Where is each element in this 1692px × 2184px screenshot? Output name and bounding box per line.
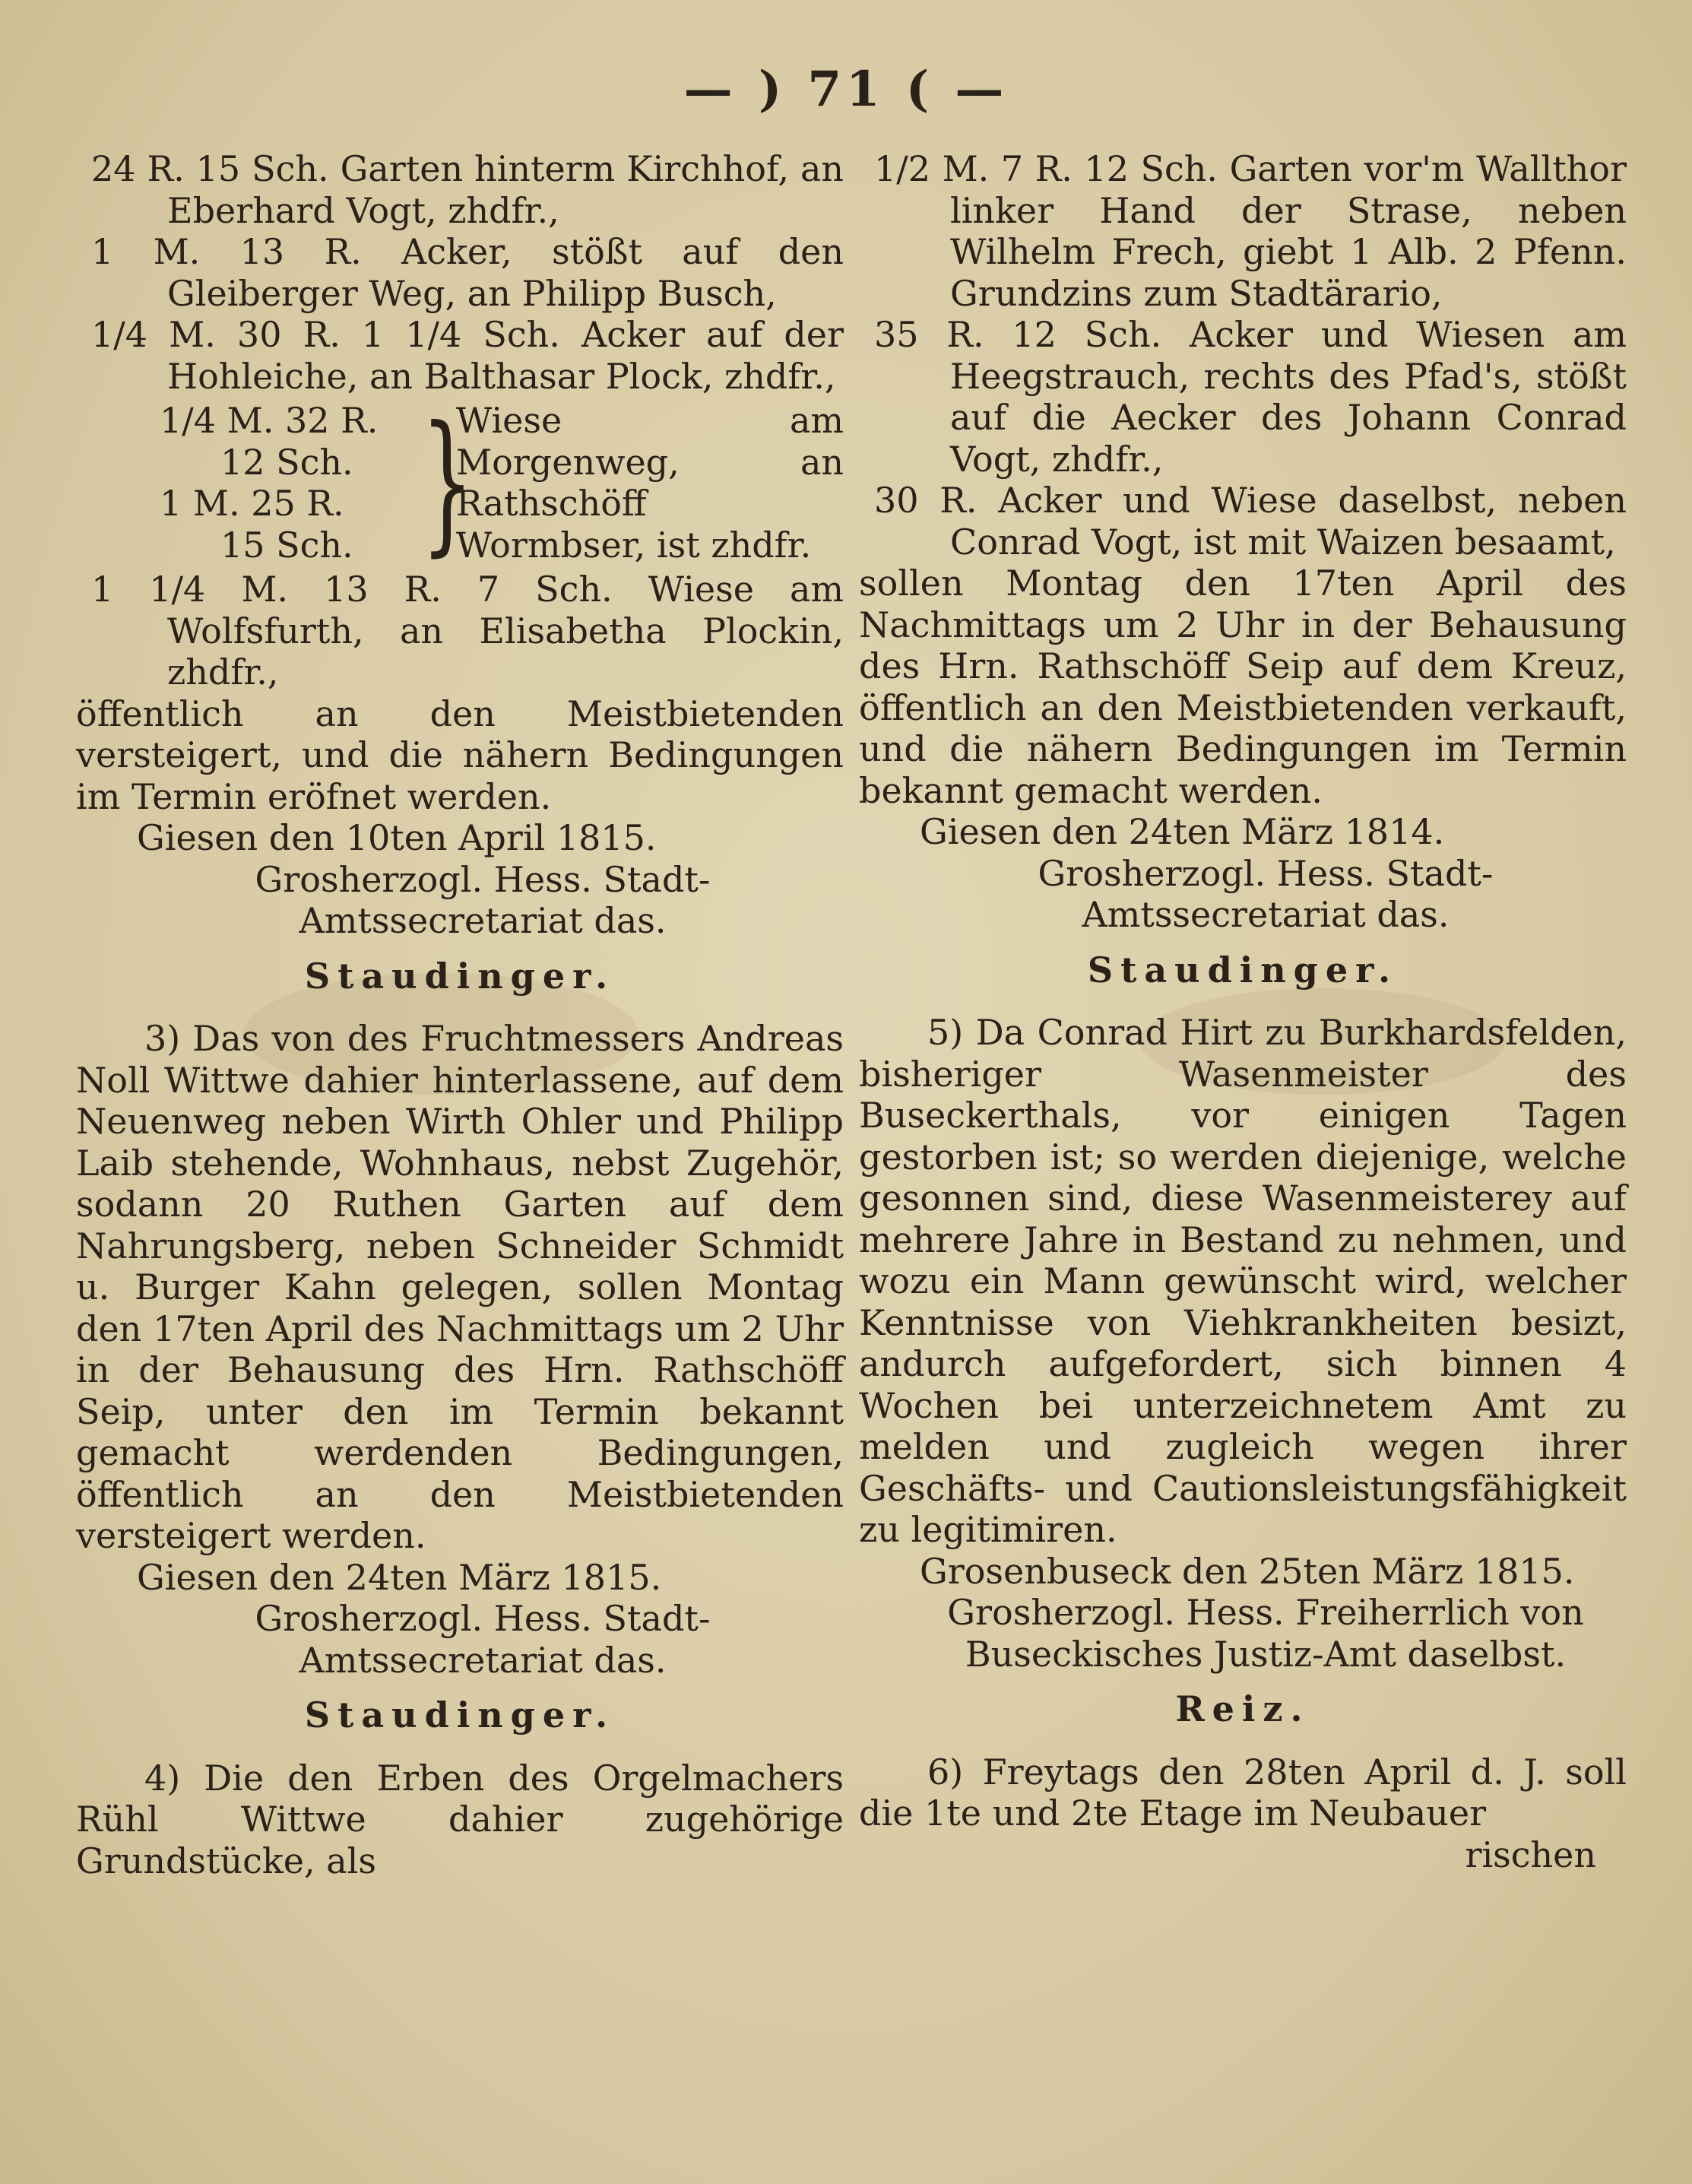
closing-text: öffentlich an den Meistbietenden versteigert, und die nähern Bedingungen im Termin eröfnet werden.	[76, 693, 844, 817]
notice-entry-5: 5) Da Conrad Hirt zu Burkhardsfelden, bisheriger Wasenmeister des Buseckerthals, vor einigen Tagen gestorben ist; so werden diejenige, welche gesonnen sind, diese Wasenmeisterey auf mehrere Jahre in Bestand zu nehmen, und wozu ein Mann gewünscht wird, welcher Kenntnisse von Viehkrankheiten besizt, andurch aufgefordert, sich binnen 4 Wochen bei unterzeichnetem Amt zu melden und zugleich wegen ihrer Geschäfts- und Cautionsleistungsfähigkeit zu legitimiren.	[859, 1012, 1627, 1550]
notice-entry-3: 3) Das von des Fruchtmessers Andreas Noll Wittwe dahier hinterlassene, auf dem Neuenweg neben Wirth Ohler und Philipp Laib stehende, Wohnhaus, nebst Zugehör, sodann 20 Ruthen Garten auf dem Nahrungsberg, neben Schneider Schmidt u. Burger Kahn gelegen, sollen Montag den 17ten April des Nachmittags um 2 Uhr in der Behausung des Hrn. Rathschöff Seip, unter den im Termin bekannt gemacht werdenden Bedingungen, öffentlich an den Meistbietenden versteigert werden.	[76, 1018, 844, 1556]
lot-entry: 1 M. 13 R. Acker, stößt auf den Gleiberger Weg, an Philipp Busch,	[91, 231, 844, 314]
brace-items	[76, 400, 410, 566]
brace-item: 15 Sch.	[220, 524, 353, 566]
page-number: — ) 71 ( —	[683, 61, 1009, 118]
brace-group	[76, 394, 844, 571]
brace-item: 1/4 M. 32 R.	[160, 400, 379, 441]
signature: Staudinger.	[1087, 949, 1399, 991]
notice-entry-6: 6) Freytags den 28ten April d. J. soll die 1te und 2te Etage im Neubauer	[859, 1751, 1627, 1834]
office-line: Grosherzogl. Hess. Freiherrlich von Buseckisches Justiz-Amt daselbst.	[947, 1592, 1584, 1675]
brace-item: 1 M. 25 R.	[160, 483, 344, 524]
notice-entry-4: 4) Die den Erben des Orgelmachers Rühl Wittwe dahier zugehörige Grundstücke, als	[76, 1757, 844, 1881]
catchword: rischen	[1465, 1834, 1596, 1875]
lot-entry: 24 R. 15 Sch. Garten hinterm Kirchhof, an Eberhard Vogt, zhdfr.,	[91, 148, 844, 231]
lot-entry: 30 R. Acker und Wiese daselbst, neben Conrad Vogt, ist mit Waizen besaamt,	[874, 480, 1627, 563]
dateline: Giesen den 24ten März 1814.	[920, 811, 1445, 852]
brace-item: 12 Sch.	[220, 441, 353, 483]
office-line: Grosherzogl. Hess. Stadt-Amtssecretariat das.	[255, 1598, 711, 1681]
closing-text: sollen Montag den 17ten April des Nachmittags um 2 Uhr in der Behausung des Hrn. Rathschöff Seip auf dem Kreuz, öffentlich an den Meistbietenden verkauft, und die nähern Bedingungen im Termin bekannt gemacht werden.	[859, 563, 1627, 811]
office-line: Grosherzogl. Hess. Stadt-Amtssecretariat das.	[1038, 852, 1494, 935]
dateline: Giesen den 10ten April 1815.	[137, 817, 657, 858]
lot-entry: 1/4 M. 30 R. 1 1/4 Sch. Acker auf der Hohleiche, an Balthasar Plock, zhdfr.,	[91, 314, 844, 397]
signature: Staudinger.	[304, 955, 616, 997]
lot-entry: 1 1/4 M. 13 R. 7 Sch. Wiese am Wolfsfurth, an Elisabetha Plockin, zhdfr.,	[91, 569, 844, 693]
lot-entry: 35 R. 12 Sch. Acker und Wiesen am Heegstrauch, rechts des Pfad's, stößt auf die Aecker des Johann Conrad Vogt, zhdfr.,	[874, 314, 1627, 480]
right-column	[859, 148, 1627, 1875]
left-column	[76, 148, 844, 1881]
lot-entry: 1/2 M. 7 R. 12 Sch. Garten vor'm Wallthor linker Hand der Strase, neben Wilhelm Frech, giebt 1 Alb. 2 Pfenn. Grundzins zum Stadtärario,	[874, 148, 1627, 314]
signature: Staudinger.	[304, 1694, 616, 1735]
dateline: Grosenbuseck den 25ten März 1815.	[920, 1550, 1575, 1592]
dateline: Giesen den 24ten März 1815.	[137, 1556, 662, 1598]
curly-brace-icon: }	[420, 394, 474, 571]
signature: Reiz.	[1175, 1688, 1310, 1729]
office-line: Grosherzogl. Hess. Stadt-Amtssecretariat das.	[255, 858, 711, 941]
brace-text: Wiese am Morgenweg, an Rathschöff Wormbser, ist zhdfr.	[456, 400, 844, 566]
